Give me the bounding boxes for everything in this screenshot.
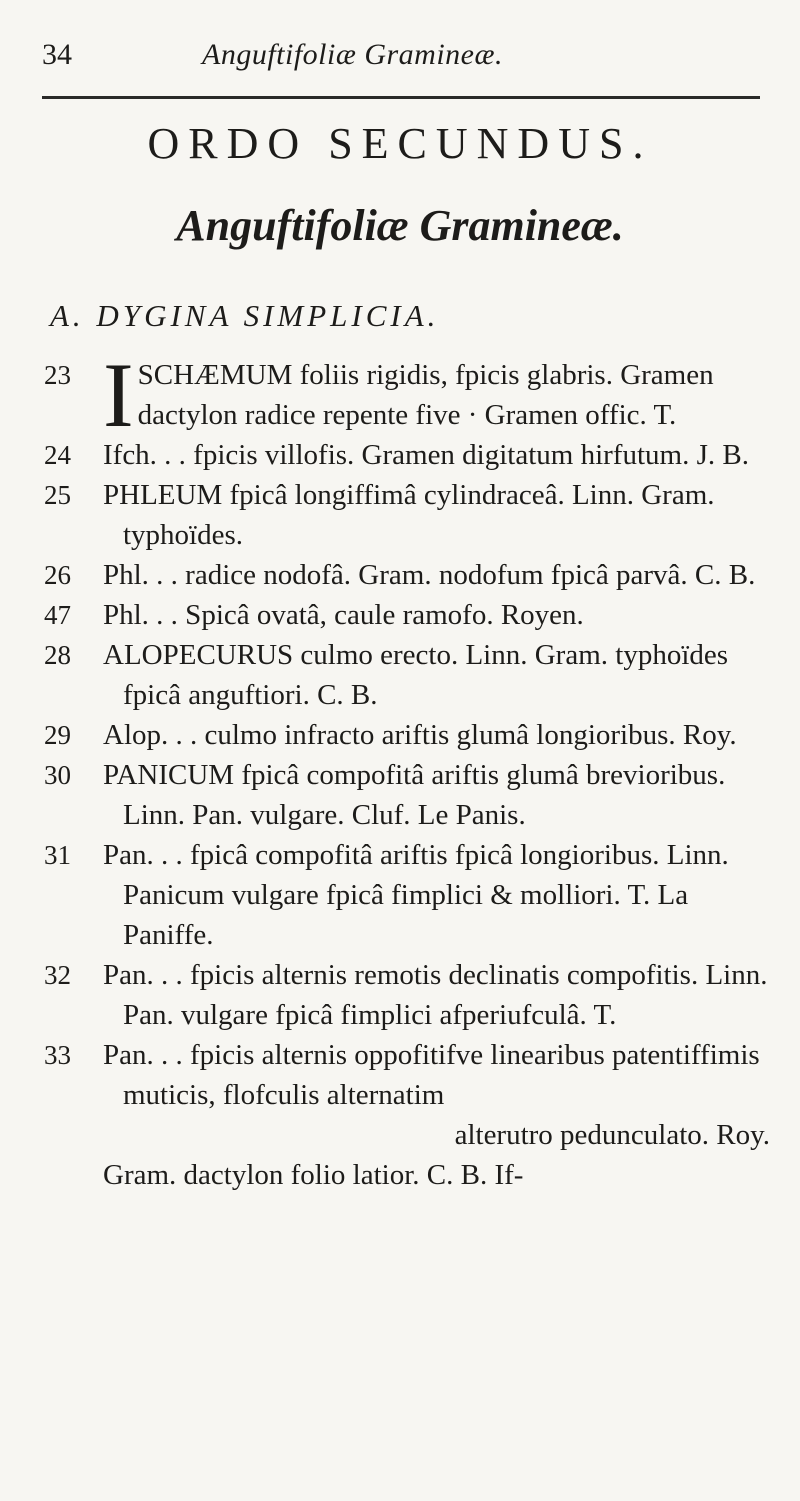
header-rule (42, 96, 760, 99)
entry-24 (0, 435, 800, 475)
section-title: Anguftifoliæ Gramineæ. (176, 201, 624, 250)
page-number: 34 (42, 38, 72, 71)
entry-23 (0, 344, 800, 446)
entry-number: 26 (44, 560, 71, 590)
entry-text: ALOPECURUS culmo erecto. Linn. Gram. typhoïdes fpicâ anguftiori. C. B. (103, 639, 729, 711)
entry-continuation: alterutro pedunculato. Roy. (454, 1119, 770, 1151)
entry-number: 33 (44, 1040, 71, 1070)
entry-text: PANICUM fpicâ compofitâ ariftis glumâ brevioribus. Linn. Pan. vulgare. Cluf. Le Panis. (103, 759, 726, 831)
entry-number: 31 (44, 840, 71, 870)
entry-32 (0, 955, 800, 1035)
entry-47 (0, 595, 800, 635)
entry-29 (0, 715, 800, 755)
subsection-heading: A. DYGINA SIMPLICIA. (50, 298, 440, 333)
entry-text: Pan. . . fpicâ compofitâ ariftis fpicâ longioribus. Linn. Panicum vulgare fpicâ fimplici & molliori. T. La Paniffe. (103, 839, 729, 951)
entry-number: 23 (44, 360, 71, 390)
entry-number: 25 (44, 480, 71, 510)
running-title: Anguftifoliæ Gramineæ. (202, 38, 504, 71)
entry-number: 24 (44, 440, 71, 470)
entry-text: PHLEUM fpicâ longiffimâ cylindraceâ. Linn. Gram. typhoïdes. (103, 479, 715, 551)
entry-text: Alop. . . culmo infracto ariftis glumâ longioribus. Roy. (103, 719, 737, 751)
entry-25 (0, 475, 800, 555)
entry-text: Phl. . . radice nodofâ. Gram. nodofum fpicâ parvâ. C. B. (103, 559, 756, 591)
entry-number: 29 (44, 720, 71, 750)
entry-30 (0, 755, 800, 835)
entry-28 (0, 635, 800, 715)
entry-text: ISCHÆMUM foliis rigidis, fpicis glabris. Gramen dactylon radice repente five · Gramen offic. T. (103, 344, 714, 446)
entry-text: Pan. . . fpicis alternis remotis declinatis compofitis. Linn. Pan. vulgare fpicâ fimplici afperiufculâ. T. (103, 959, 768, 1031)
entry-number: 30 (44, 760, 71, 790)
entry-26 (0, 555, 800, 595)
entry-list (0, 344, 800, 1195)
entry-text: Pan. . . fpicis alternis oppofitifve linearibus patentiffimis muticis, flofculis alternatim (103, 1039, 760, 1111)
entry-text: Phl. . . Spicâ ovatâ, caule ramofo. Royen. (103, 599, 584, 631)
entry-31 (0, 835, 800, 955)
running-head (42, 38, 760, 78)
entry-33 (0, 1035, 800, 1195)
entry-tail: Gram. dactylon folio latior. C. B. If- (103, 1159, 524, 1191)
drop-cap: I (103, 344, 134, 446)
entry-number: 32 (44, 960, 71, 990)
entry-number: 47 (44, 600, 71, 630)
entry-number: 28 (44, 640, 71, 670)
entry-text: Ifch. . . fpicis villofis. Gramen digitatum hirfutum. J. B. (103, 439, 749, 471)
ordo-heading: ORDO SECUNDUS. (147, 119, 653, 168)
